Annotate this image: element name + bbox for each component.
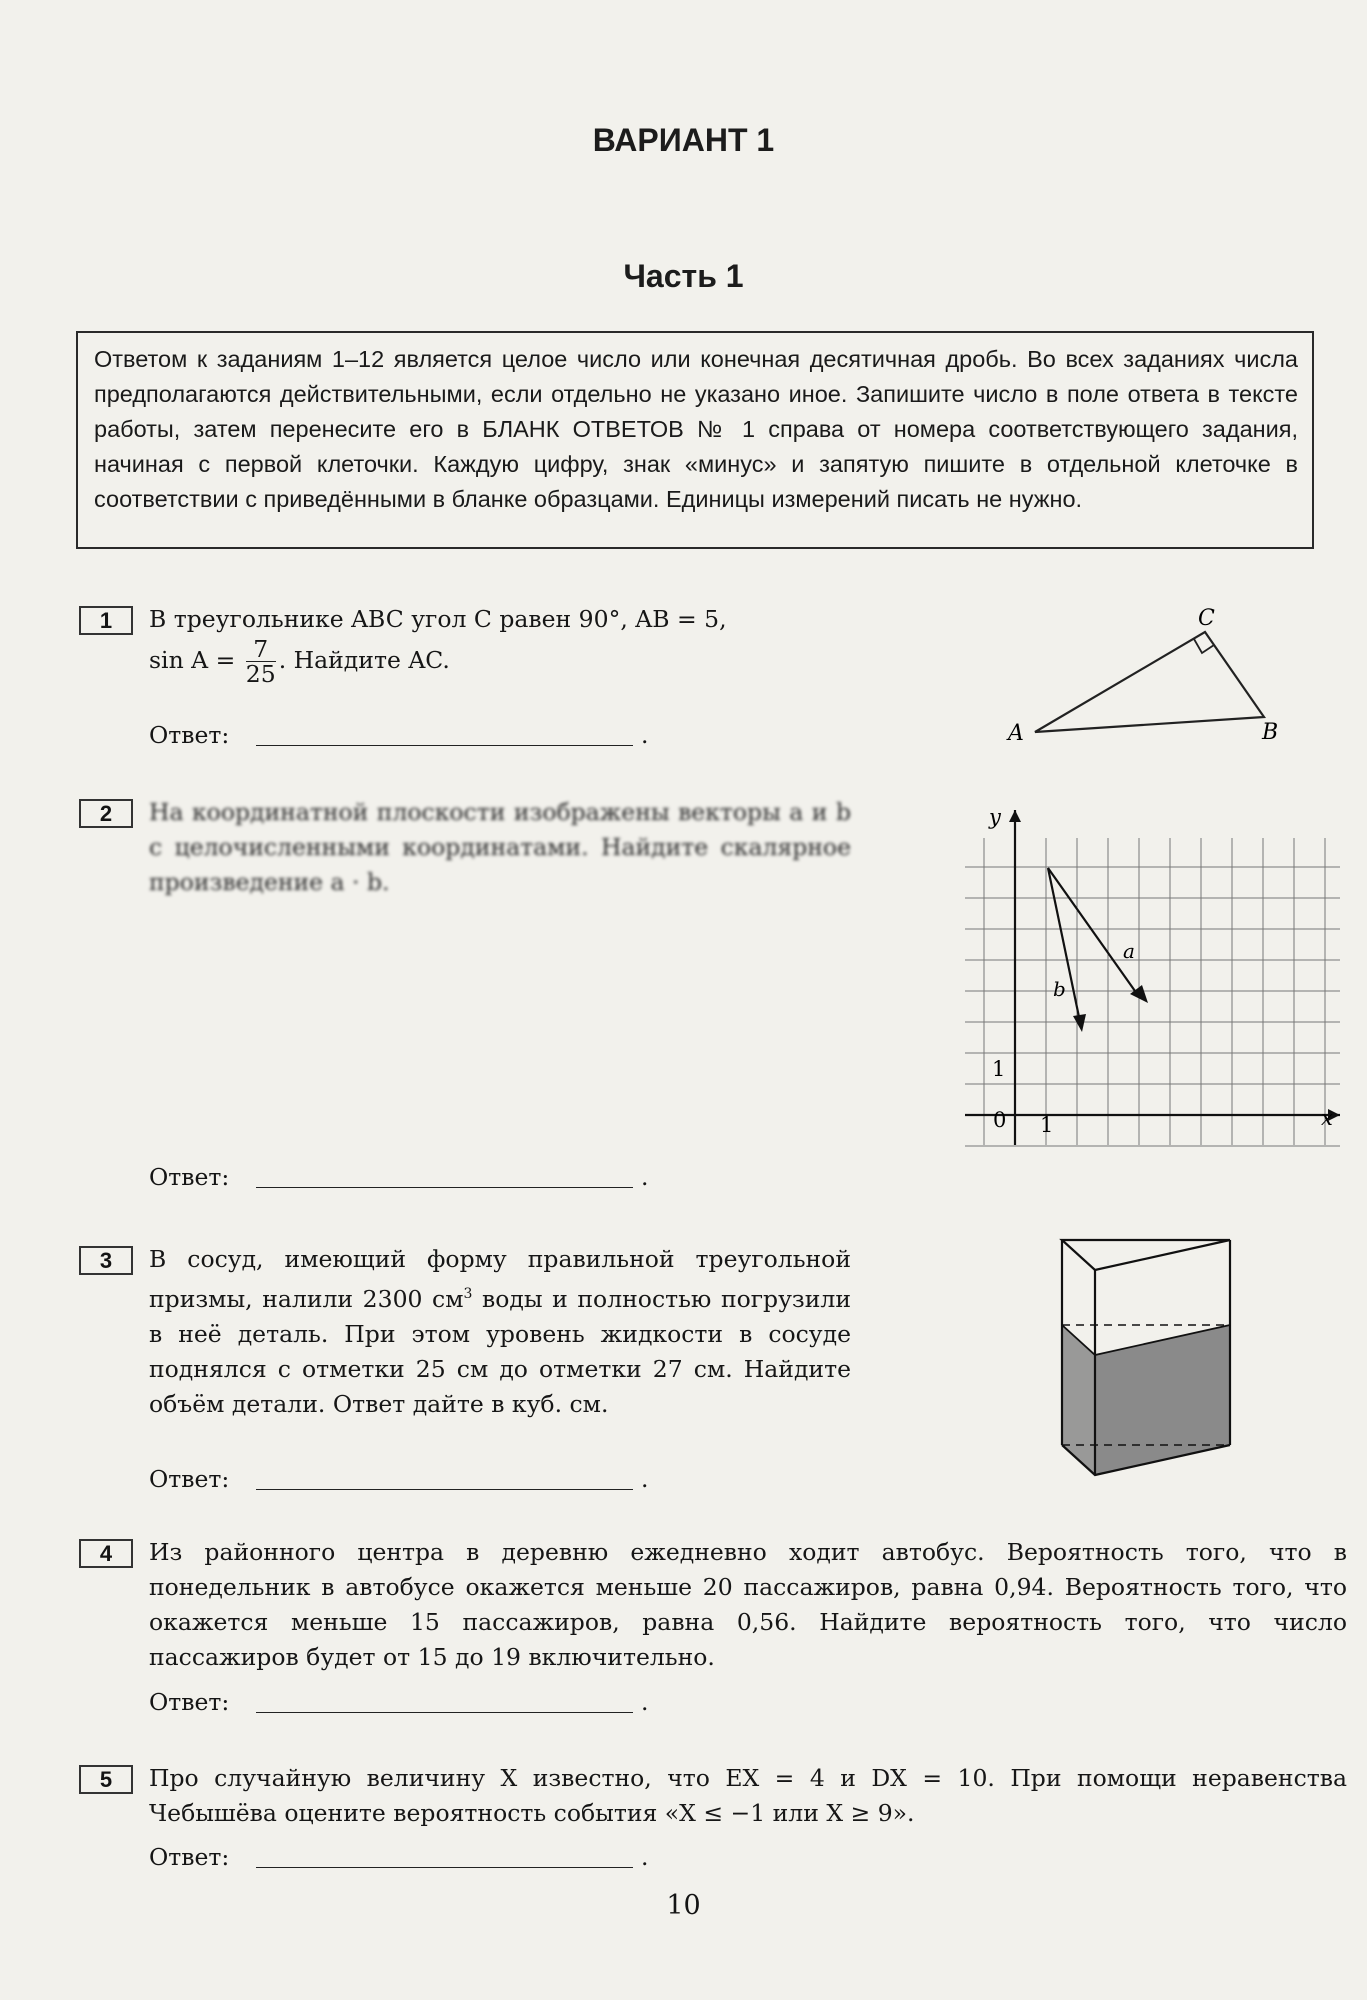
task-1-fraction: [246, 637, 276, 686]
answer-dot: .: [641, 721, 649, 749]
task-2-answer-field[interactable]: [256, 1187, 633, 1188]
task-5-answer: [149, 1843, 649, 1871]
y-tick-1-label: 1: [992, 1057, 1006, 1081]
vector-b-label: b: [1053, 977, 1066, 1001]
liquid-front-face: [1095, 1325, 1230, 1475]
task-2-text: На координатной плоскости изображены векторы a и b с целочисленными координатами. Найдите скалярное произведение a · b.: [149, 798, 851, 896]
task-1-line1: В треугольнике ABC угол C равен 90°, AB = 5,: [149, 605, 727, 633]
y-axis-arrow: [1009, 810, 1021, 822]
task-1-text: [149, 602, 829, 686]
task-5-number: 5: [79, 1765, 133, 1794]
task-1-triangle-figure: [1000, 600, 1290, 750]
variant-title: ВАРИАНТ 1: [592, 122, 775, 158]
task-3-prism-figure: [1050, 1235, 1250, 1480]
instruction-box: Ответом к заданиям 1–12 является целое число или конечная десятичная дробь. Во всех заданиях числа предполагаются действительными, если отдельно не указано иное. Запишите число в поле ответа в тексте работы, затем перенесите его в БЛАНК ОТВЕТОВ № 1 справа от номера соответствующего задания, начиная с первой клеточки. Каждую цифру, знак «минус» и запятую пишите в отдельной клеточке в соответствии с приведёнными в бланке образцами. Единицы измерений писать не нужно.: [76, 331, 1314, 549]
task-3-text-before: В сосуд, имеющий форму правильной треугольной призмы, налили 2300 см: [149, 1245, 851, 1313]
task-1-sin-suffix: . Найдите AC.: [278, 646, 450, 674]
label-a: A: [1008, 721, 1024, 746]
x-axis-label: x: [1321, 1106, 1333, 1130]
label-c: C: [1198, 606, 1215, 631]
task-2-answer: [149, 1163, 649, 1191]
task-3-answer-field[interactable]: [256, 1489, 633, 1490]
task-4-answer: [149, 1688, 649, 1716]
task-5-answer-field[interactable]: [256, 1867, 633, 1868]
part-title: Часть 1: [623, 258, 744, 294]
answer-label: Ответ:: [149, 1163, 230, 1191]
task-3-superscript: 3: [463, 1286, 473, 1302]
task-1-answer: [149, 721, 649, 749]
answer-dot: .: [641, 1163, 649, 1191]
task-2-coordinate-plane: [955, 800, 1355, 1150]
task-1-sin-prefix: sin A =: [149, 646, 236, 674]
page-number: 10: [666, 1890, 701, 1921]
task-1-fraction-den: 25: [245, 660, 276, 688]
task-3-number: 3: [79, 1246, 133, 1275]
task-3-answer: [149, 1465, 649, 1493]
label-b: B: [1262, 720, 1279, 745]
y-axis-label: y: [989, 805, 1001, 829]
task-5-text: Про случайную величину X известно, что EX = 4 и DX = 10. При помощи неравенства Чебышёва оцените вероятность события «X ≤ −1 или X ≥ 9».: [149, 1764, 1347, 1827]
answer-label: Ответ:: [149, 1688, 230, 1716]
origin-label: 0: [993, 1108, 1007, 1132]
task-1-answer-field[interactable]: [256, 745, 633, 746]
task-3-text: [149, 1242, 851, 1422]
answer-dot: .: [641, 1465, 649, 1493]
task-1-number: 1: [79, 606, 133, 635]
grid-lines: [965, 838, 1340, 1146]
task-1-fraction-num: 7: [253, 635, 269, 663]
task-2-number: 2: [79, 799, 133, 828]
x-tick-1-label: 1: [1040, 1113, 1054, 1137]
task-3-text-after: воды и полностью погрузили в неё деталь. При этом уровень жидкости в сосуде поднялся с отметки 25 см до отметки 27 см. Найдите объём детали. Ответ дайте в куб. см.: [149, 1284, 852, 1418]
vector-b-arrowhead: [1073, 1014, 1086, 1032]
answer-label: Ответ:: [149, 721, 230, 749]
vector-a-label: a: [1123, 939, 1135, 963]
prism-top: [1062, 1240, 1230, 1270]
task-4-answer-field[interactable]: [256, 1712, 633, 1713]
answer-label: Ответ:: [149, 1843, 230, 1871]
task-4-text: Из районного центра в деревню ежедневно ходит автобус. Вероятность того, что в понедельник в автобусе окажется меньше 20 пассажиров, равна 0,94. Вероятность того, что окажется меньше 15 пассажиров, равна 0,56. Найдите вероятность того, что число пассажиров будет от 15 до 19 включительно.: [149, 1538, 1347, 1671]
answer-dot: .: [641, 1688, 649, 1716]
answer-label: Ответ:: [149, 1465, 230, 1493]
triangle-abc: [1035, 632, 1264, 732]
answer-dot: .: [641, 1843, 649, 1871]
task-4-number: 4: [79, 1539, 133, 1568]
